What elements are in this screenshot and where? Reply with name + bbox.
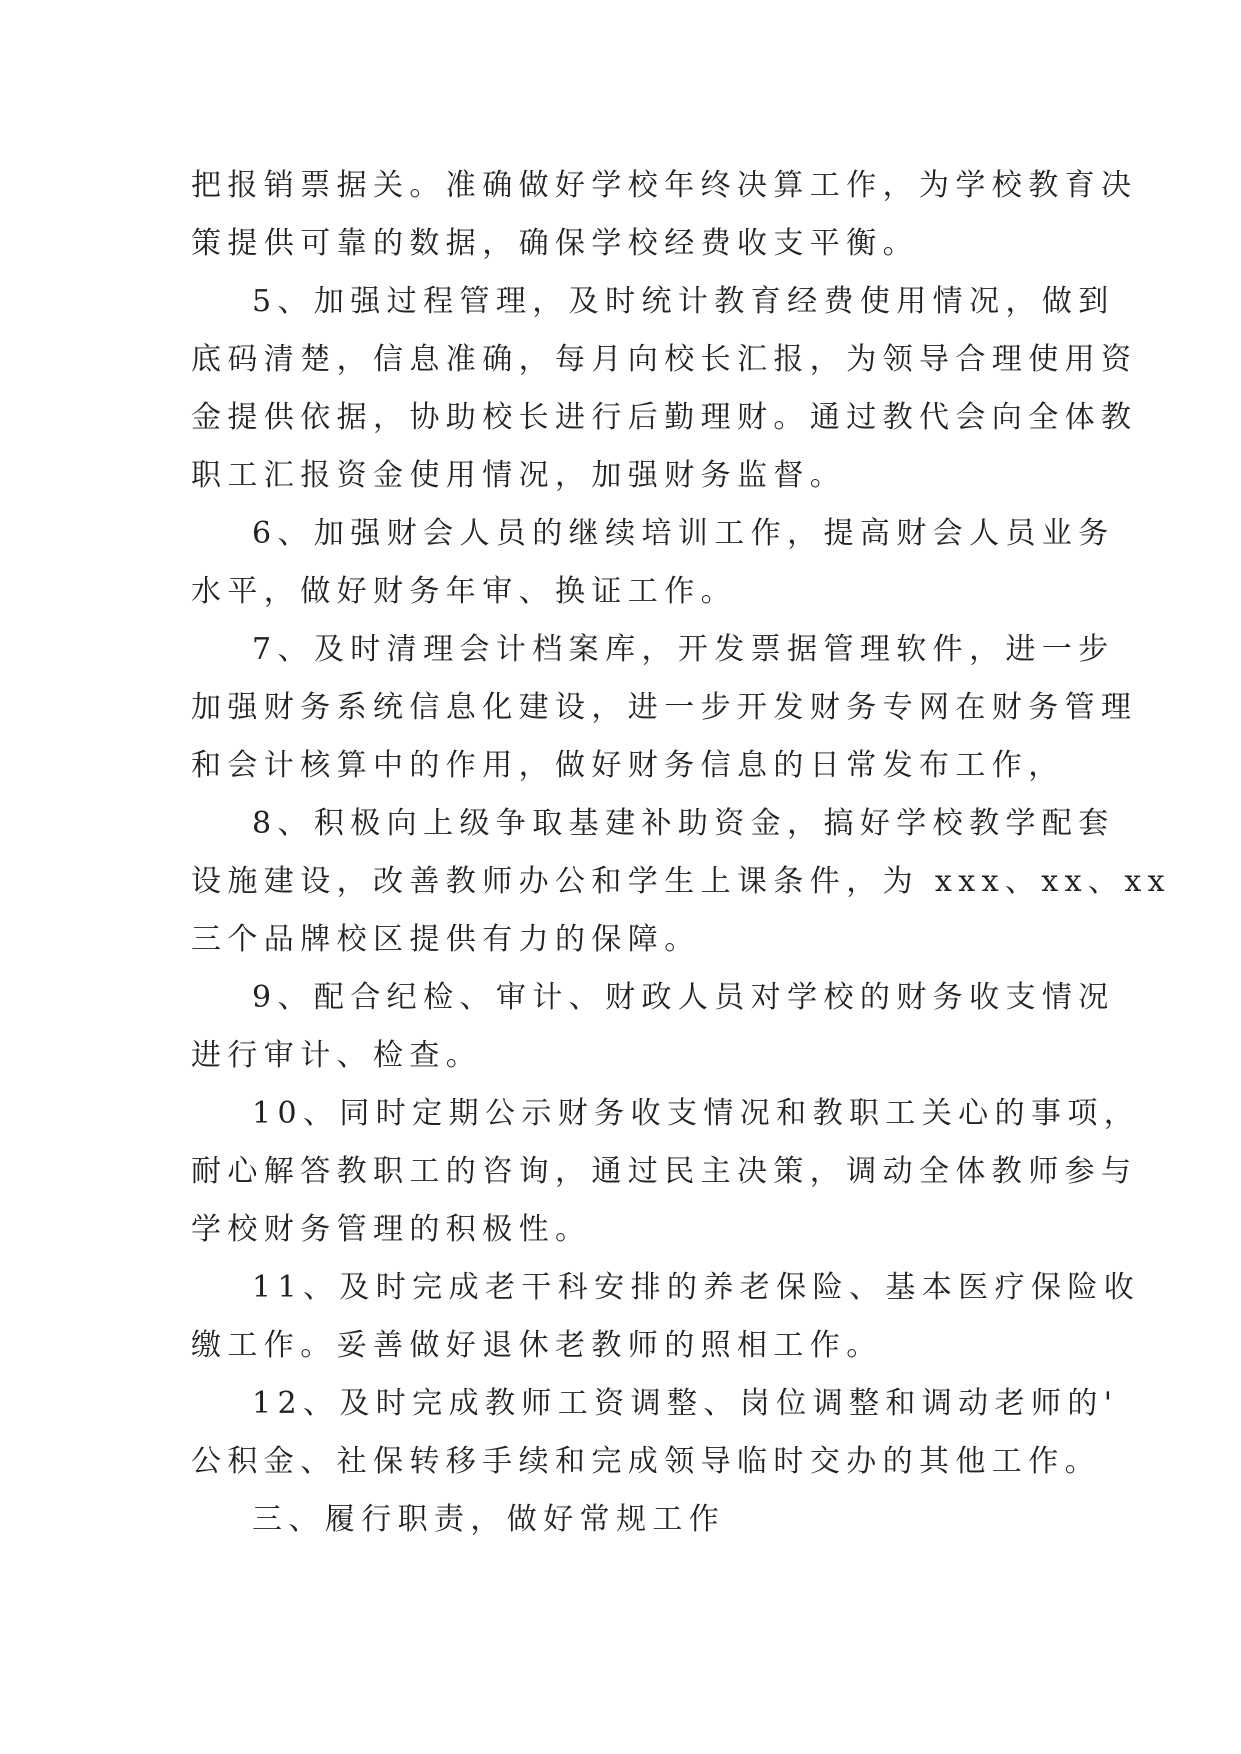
paragraph-start: 8、积极向上级争取基建补助资金，搞好学校教学配套 (252, 806, 1115, 841)
text-line: 把报销票据关。准确做好学校年终决算工作，为学校教育决 (191, 168, 1138, 203)
text-line: 学校财务管理的积极性。 (191, 1212, 592, 1247)
text-line: 和会计核算中的作用，做好财务信息的日常发布工作， (191, 748, 1065, 783)
paragraph-start: 9、配合纪检、审计、财政人员对学校的财务收支情况 (252, 980, 1115, 1015)
text-line: 进行审计、检查。 (191, 1038, 483, 1073)
text-line: 设施建设，改善教师办公和学生上课条件，为 xxx、xx、xx (191, 864, 1171, 899)
text-line: 三个品牌校区提供有力的保障。 (191, 922, 701, 957)
paragraph-start: 10、同时定期公示财务收支情况和教职工关心的事项， (252, 1096, 1141, 1131)
paragraph-start: 5、加强过程管理，及时统计教育经费使用情况，做到 (252, 284, 1115, 319)
text-line: 底码清楚，信息准确，每月向校长汇报，为领导合理使用资 (191, 342, 1138, 377)
text-line: 耐心解答教职工的咨询，通过民主决策，调动全体教师参与 (191, 1154, 1138, 1189)
paragraph-start: 7、及时清理会计档案库，开发票据管理软件，进一步 (252, 632, 1115, 667)
text-line: 职工汇报资金使用情况，加强财务监督。 (191, 458, 847, 493)
text-line: 公积金、社保转移手续和完成领导临时交办的其他工作。 (191, 1444, 1101, 1479)
paragraph-start: 11、及时完成老干科安排的养老保险、基本医疗保险收 (252, 1270, 1141, 1305)
text-line: 策提供可靠的数据，确保学校经费收支平衡。 (191, 226, 919, 261)
text-line: 缴工作。妥善做好退休老教师的照相工作。 (191, 1328, 883, 1363)
text-line: 金提供依据，协助校长进行后勤理财。通过教代会向全体教 (191, 400, 1138, 435)
paragraph-start: 12、及时完成教师工资调整、岗位调整和调动老师的' (252, 1386, 1119, 1421)
text-line: 加强财务系统信息化建设，进一步开发财务专网在财务管理 (191, 690, 1138, 725)
text-line: 水平，做好财务年审、换证工作。 (191, 574, 737, 609)
section-heading: 三、履行职责，做好常规工作 (252, 1502, 726, 1537)
paragraph-start: 6、加强财会人员的继续培训工作，提高财会人员业务 (252, 516, 1115, 551)
